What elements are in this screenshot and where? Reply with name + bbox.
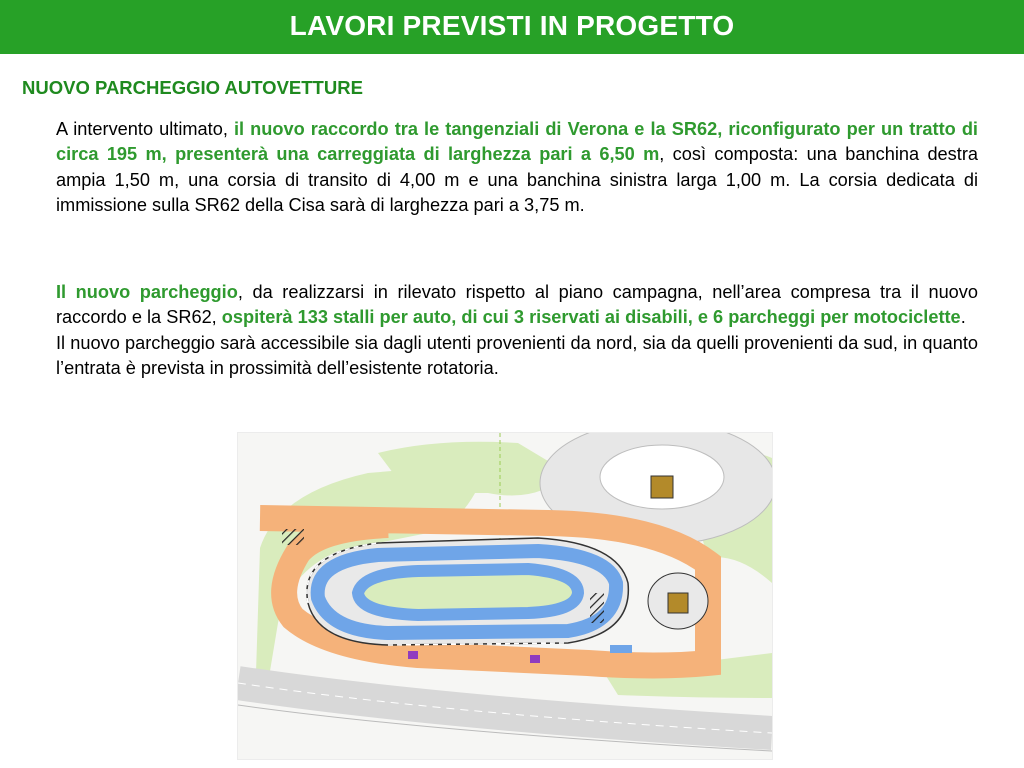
paragraph-parking-description — [56, 280, 978, 382]
moto-parking-marker — [610, 645, 632, 653]
paragraph-text: . — [960, 307, 966, 328]
highlighted-text: ospiterà 133 stalli per auto, di cui 3 riservati ai disabili, e 6 parcheggi per motociclette — [221, 307, 961, 328]
highlighted-text: il nuovo raccordo tra le tangenziali di Verona e la SR62, riconfigurato per un tratto di circa 195 m, presenterà una carreggiata di larghezza pari a 6,50 m — [56, 119, 978, 165]
disabled-stall-marker — [408, 651, 418, 659]
hatch-marking-entry — [590, 593, 604, 623]
paragraph-access-text: Il nuovo parcheggio sarà accessibile sia dagli utenti provenienti da nord, sia da quelli provenienti da sud, in quanto l’entrata è prevista in prossimità dell’esistente rotatoria. — [56, 332, 978, 379]
hatch-marking-left — [282, 529, 304, 545]
disabled-stall-marker — [530, 655, 540, 663]
highlighted-text: Il nuovo parcheggio — [56, 282, 238, 302]
entry-pylon — [668, 593, 688, 613]
paragraph-text: , così composta: una banchina destra ampia 1,50 m, una corsia di transito di 4,00 m e una banchina sinistra larga 1,00 m. La corsia dedicata di immissione sulla SR62 della Cisa sarà di larghezza pari a 3,75 m. — [56, 144, 978, 216]
parking-site-plan — [237, 432, 773, 760]
paragraph-text: , da realizzarsi in rilevato rispetto al piano campagna, nell’area compresa tra il nuovo raccordo e la SR62, — [56, 282, 979, 328]
page-title: LAVORI PREVISTI IN PROGETTO — [0, 0, 1024, 54]
paragraph-road-description — [56, 117, 978, 219]
paragraph-text: A intervento ultimato, — [56, 119, 234, 139]
roundabout-pylon — [651, 476, 673, 498]
section-subtitle: NUOVO PARCHEGGIO AUTOVETTURE — [22, 77, 363, 98]
